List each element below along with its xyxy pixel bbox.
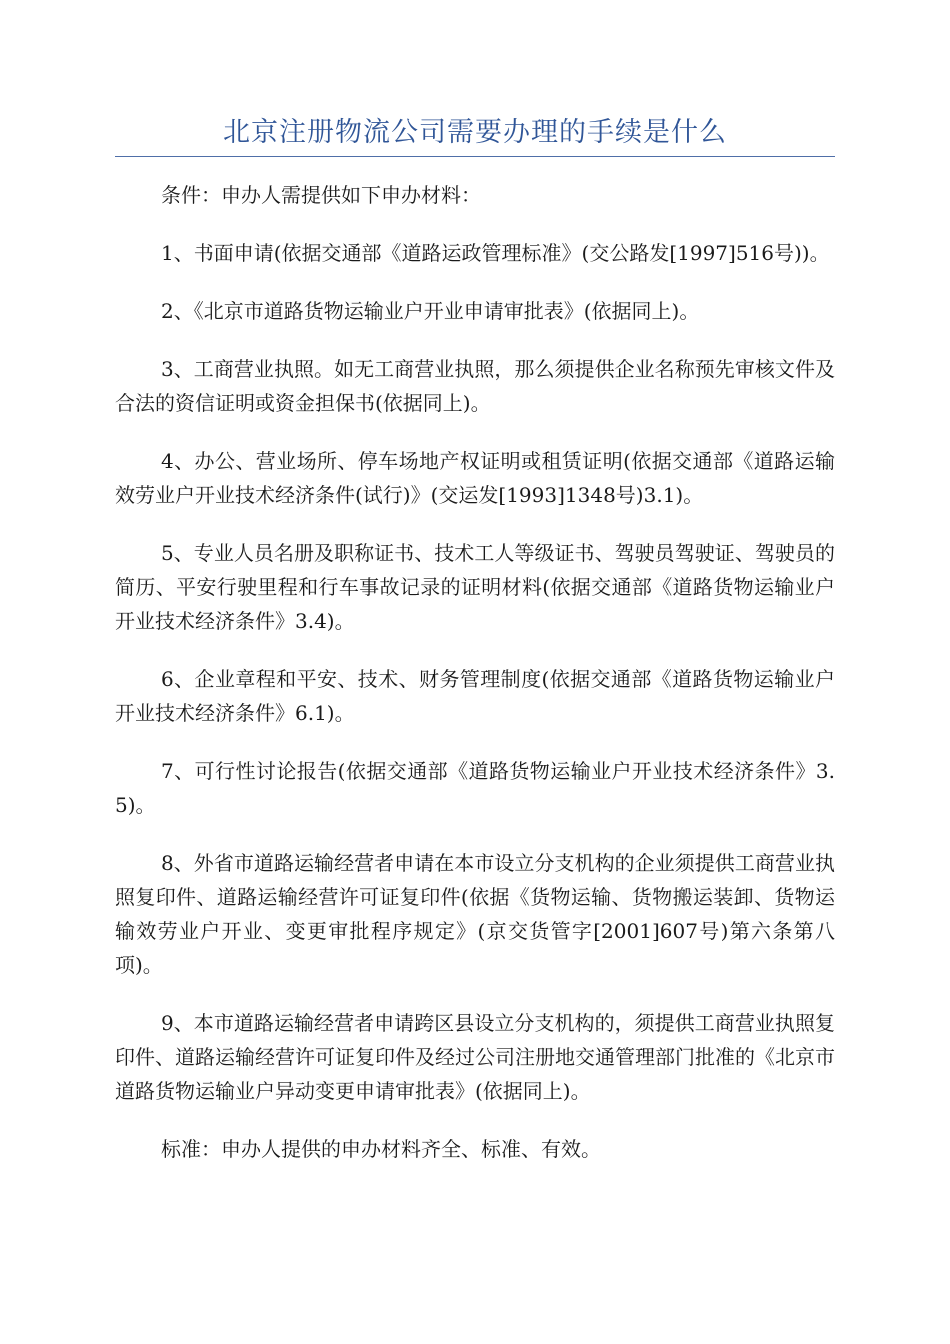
document-body bbox=[115, 178, 835, 1190]
paragraph-item-9: 9、本市道路运输经营者申请跨区县设立分支机构的，须提供工商营业执照复印件、道路运输经营许可证复印件及经过公司注册地交通管理部门批准的《北京市道路货物运输业户异动变更申请审批表》(依据同上)。 bbox=[115, 1011, 835, 1103]
paragraph-item-8: 8、外省市道路运输经营者申请在本市设立分支机构的企业须提供工商营业执照复印件、道路运输经营许可证复印件(依据《货物运输、货物搬运装卸、货物运输效劳业户开业、变更审批程序规定》(京交货管字[2001]607号)第六条第八项)。 bbox=[115, 851, 835, 977]
paragraph-item-6: 6、企业章程和平安、技术、财务管理制度(依据交通部《道路货物运输业户开业技术经济条件》6.1)。 bbox=[115, 667, 835, 725]
paragraph-item-3: 3、工商营业执照。如无工商营业执照，那么须提供企业名称预先审核文件及合法的资信证明或资金担保书(依据同上)。 bbox=[115, 357, 835, 415]
paragraph-conditions: 条件：申办人需提供如下申办材料： bbox=[161, 183, 481, 207]
paragraph-item-2: 2、《北京市道路货物运输业户开业申请审批表》(依据同上)。 bbox=[161, 299, 700, 323]
paragraph-item-7: 7、可行性讨论报告(依据交通部《道路货物运输业户开业技术经济条件》3.5)。 bbox=[115, 759, 835, 817]
paragraph-item-1: 1、书面申请(依据交通部《道路运政管理标准》(交公路发[1997]516号))。 bbox=[161, 241, 830, 265]
paragraph-item-4: 4、办公、营业场所、停车场地产权证明或租赁证明(依据交通部《道路运输效劳业户开业技术经济条件(试行)》(交运发[1993]1348号)3.1)。 bbox=[115, 449, 835, 507]
paragraph-item-5: 5、专业人员名册及职称证书、技术工人等级证书、驾驶员驾驶证、驾驶员的简历、平安行驶里程和行车事故记录的证明材料(依据交通部《道路货物运输业户开业技术经济条件》3.4)。 bbox=[115, 541, 835, 633]
paragraph-standard: 标准：申办人提供的申办材料齐全、标准、有效。 bbox=[161, 1137, 601, 1161]
title-block bbox=[115, 114, 835, 157]
page-title: 北京注册物流公司需要办理的手续是什么 bbox=[223, 117, 727, 148]
